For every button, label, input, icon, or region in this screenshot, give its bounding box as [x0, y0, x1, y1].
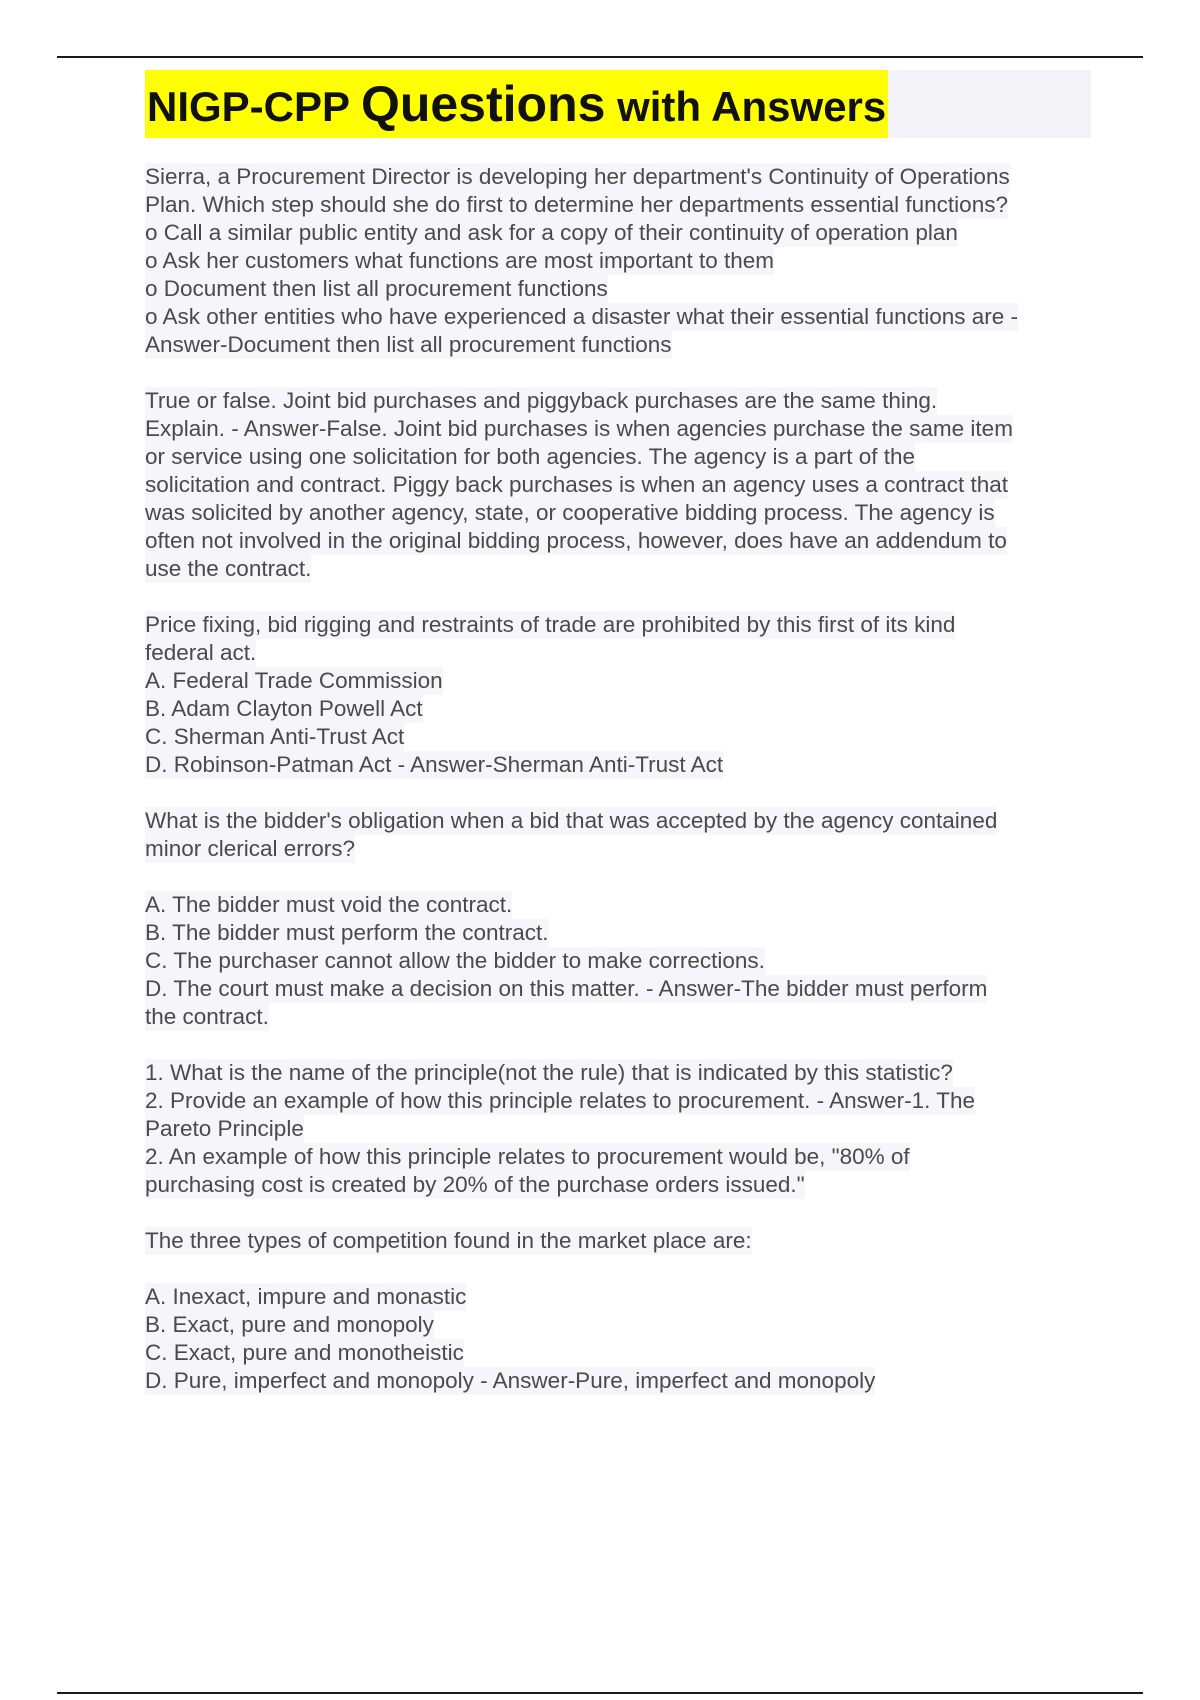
text-line: or service using one solicitation for both agencies. The agency is a part of the [145, 444, 916, 469]
option-line: o Call a similar public entity and ask for a copy of their continuity of operation plan [145, 220, 958, 245]
text-line: was solicited by another agency, state, or cooperative bidding process. The agency is [145, 500, 995, 525]
option-line: A. Inexact, impure and monastic [145, 1284, 467, 1309]
text-line: use the contract. [145, 556, 312, 581]
qa-content [145, 163, 1095, 1423]
option-line: C. Sherman Anti-Trust Act [145, 724, 405, 749]
answer-line: Answer-Document then list all procurement functions [145, 332, 672, 357]
question-block [145, 1059, 1095, 1199]
bottom-rule [57, 1692, 1143, 1694]
option-line: C. Exact, pure and monotheistic [145, 1340, 464, 1365]
page-title [145, 70, 888, 138]
option-line: A. The bidder must void the contract. [145, 892, 513, 917]
text-line: often not involved in the original bidding process, however, does have an addendum to [145, 528, 1007, 553]
text-line: True or false. Joint bid purchases and piggyback purchases are the same thing. [145, 388, 938, 413]
title-questions: Questions [360, 76, 606, 132]
top-rule [57, 56, 1143, 58]
title-prefix: NIGP-CPP [147, 83, 361, 130]
option-line: o Ask her customers what functions are most important to them [145, 248, 775, 273]
question-block [145, 611, 1095, 779]
question-block [145, 387, 1095, 583]
text-line: federal act. [145, 640, 257, 665]
text-line: Pareto Principle [145, 1116, 304, 1141]
option-line: C. The purchaser cannot allow the bidder to make corrections. [145, 948, 765, 973]
text-line: solicitation and contract. Piggy back purchases is when an agency uses a contract that [145, 472, 1008, 497]
option-line: o Ask other entities who have experienced a disaster what their essential functions are - [145, 304, 1018, 329]
option-line: B. Adam Clayton Powell Act [145, 696, 423, 721]
text-line: Explain. - Answer-False. Joint bid purchases is when agencies purchase the same item [145, 416, 1013, 441]
text-line: Price fixing, bid rigging and restraints of trade are prohibited by this first of its kind [145, 612, 956, 637]
question-block [145, 807, 1095, 1031]
text-line: 2. Provide an example of how this principle relates to procurement. - Answer-1. The [145, 1088, 975, 1113]
question-block [145, 1227, 1095, 1395]
text-line: What is the bidder's obligation when a bid that was accepted by the agency contained [145, 808, 998, 833]
spacer [145, 1255, 1095, 1283]
text-line: purchasing cost is created by 20% of the purchase orders issued." [145, 1172, 805, 1197]
text-line: Sierra, a Procurement Director is developing her department's Continuity of Operations [145, 164, 1010, 189]
text-line: 1. What is the name of the principle(not the rule) that is indicated by this statistic? [145, 1060, 953, 1085]
question-block [145, 163, 1095, 359]
option-line: D. Robinson-Patman Act - Answer-Sherman Anti-Trust Act [145, 752, 724, 777]
text-line: minor clerical errors? [145, 836, 356, 861]
text-line: Plan. Which step should she do first to determine her departments essential functions? [145, 192, 1008, 217]
option-line: D. Pure, imperfect and monopoly - Answer-Pure, imperfect and monopoly [145, 1368, 876, 1393]
text-line: The three types of competition found in the market place are: [145, 1228, 752, 1253]
answer-line: the contract. [145, 1004, 269, 1029]
text-line: 2. An example of how this principle relates to procurement would be, "80% of [145, 1144, 910, 1169]
option-line: D. The court must make a decision on this matter. - Answer-The bidder must perform [145, 976, 988, 1001]
title-suffix: with Answers [605, 83, 887, 130]
option-line: B. Exact, pure and monopoly [145, 1312, 434, 1337]
option-line: B. The bidder must perform the contract. [145, 920, 549, 945]
spacer [145, 863, 1095, 891]
option-line: A. Federal Trade Commission [145, 668, 443, 693]
option-line: o Document then list all procurement functions [145, 276, 608, 301]
